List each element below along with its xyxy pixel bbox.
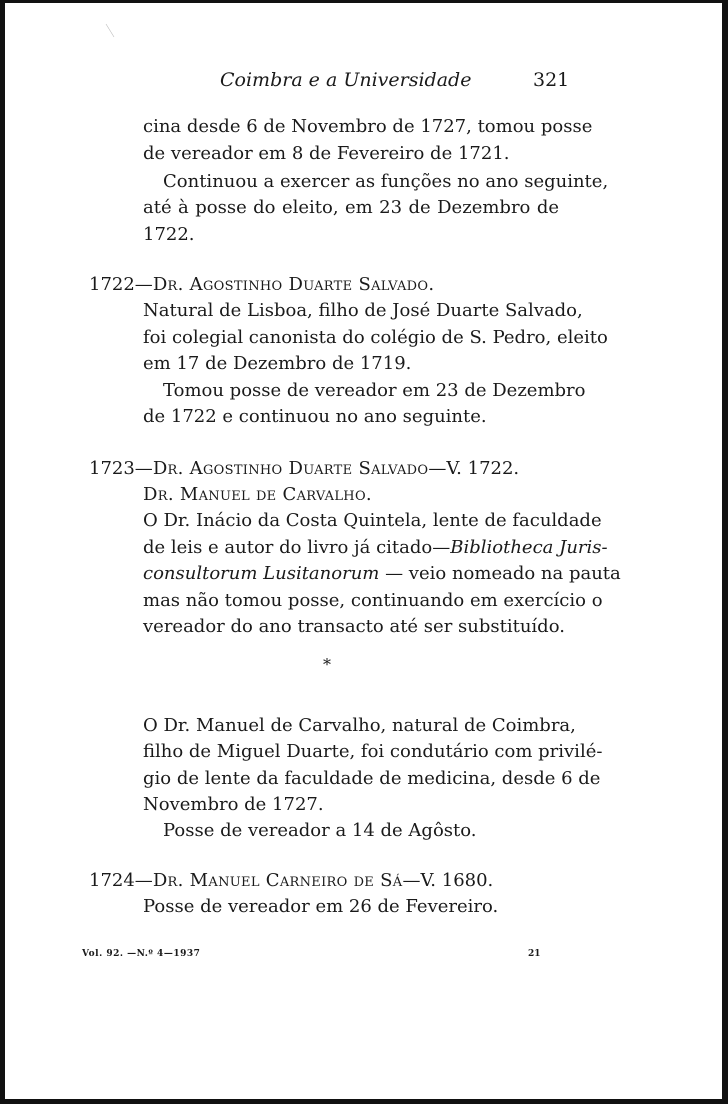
text-line — [143, 563, 621, 584]
entry-year: 1724— — [89, 870, 153, 891]
text-segment: — veio nomeado na pauta — [379, 563, 621, 584]
text-line: Natural de Lisboa, filho de José Duarte Salvado, — [143, 300, 583, 321]
entry-name: Dr. Agostinho Duarte Salvado — [152, 458, 429, 479]
paper-speck — [105, 23, 117, 39]
text-line — [143, 537, 608, 558]
text-segment: de leis e autor do livro já citado— — [143, 537, 451, 558]
text-line: até à posse do eleito, em 23 de Dezembro de — [143, 197, 559, 218]
text-line: cina desde 6 de Novembro de 1727, tomou posse — [143, 116, 593, 137]
text-line: em 17 de Dezembro de 1719. — [143, 353, 412, 374]
text-line: O Dr. Inácio da Costa Quintela, lente de faculdade — [143, 510, 602, 531]
text-line: Continuou a exercer as funções no ano seguinte, — [163, 171, 609, 192]
entry-reference: —V. 1722. — [428, 458, 520, 479]
entry-heading-1724 — [89, 870, 493, 891]
volume-footer: Vol. 92. —N.º 4—1937 — [82, 949, 201, 959]
entry-heading-1722 — [89, 274, 434, 295]
entry-year: 1723— — [89, 458, 153, 479]
text-line: filho de Miguel Duarte, foi condutário com privilé- — [143, 741, 603, 762]
text-line: Tomou posse de vereador em 23 de Dezembro — [163, 380, 586, 401]
entry-year: 1722— — [89, 274, 153, 295]
text-line: 1722. — [143, 224, 195, 245]
text-line: vereador do ano transacto até ser substituído. — [143, 616, 565, 637]
text-line: Novembro de 1727. — [143, 794, 324, 815]
page-number: 321 — [533, 69, 570, 91]
entry-name: Dr. Agostinho Duarte Salvado. — [152, 274, 435, 295]
text-line: gio de lente da faculdade de medicina, desde 6 de — [143, 768, 601, 789]
entry-name: Dr. Manuel Carneiro de Sá — [152, 870, 403, 891]
text-line: de 1722 e continuou no ano seguinte. — [143, 406, 487, 427]
section-separator: * — [323, 655, 331, 674]
text-line: Posse de vereador a 14 de Agôsto. — [163, 820, 477, 841]
signature-mark: 21 — [528, 949, 541, 959]
text-line: foi colegial canonista do colégio de S. Pedro, eleito — [143, 327, 608, 348]
book-title: Bibliotheca Juris- — [450, 537, 608, 558]
text-line: mas não tomou posse, continuando em exercício o — [143, 590, 603, 611]
text-line: Posse de vereador em 26 de Fevereiro. — [143, 896, 499, 917]
entry-name-2: Dr. Manuel de Carvalho. — [143, 484, 372, 505]
book-title: consultorum Lusitanorum — [143, 563, 380, 584]
text-line: O Dr. Manuel de Carvalho, natural de Coimbra, — [143, 715, 576, 736]
entry-reference: —V. 1680. — [402, 870, 494, 891]
running-title: Coimbra e a Universidade — [220, 69, 472, 91]
entry-heading-1723 — [89, 458, 519, 479]
book-page — [5, 3, 722, 1099]
text-line: de vereador em 8 de Fevereiro de 1721. — [143, 143, 510, 164]
